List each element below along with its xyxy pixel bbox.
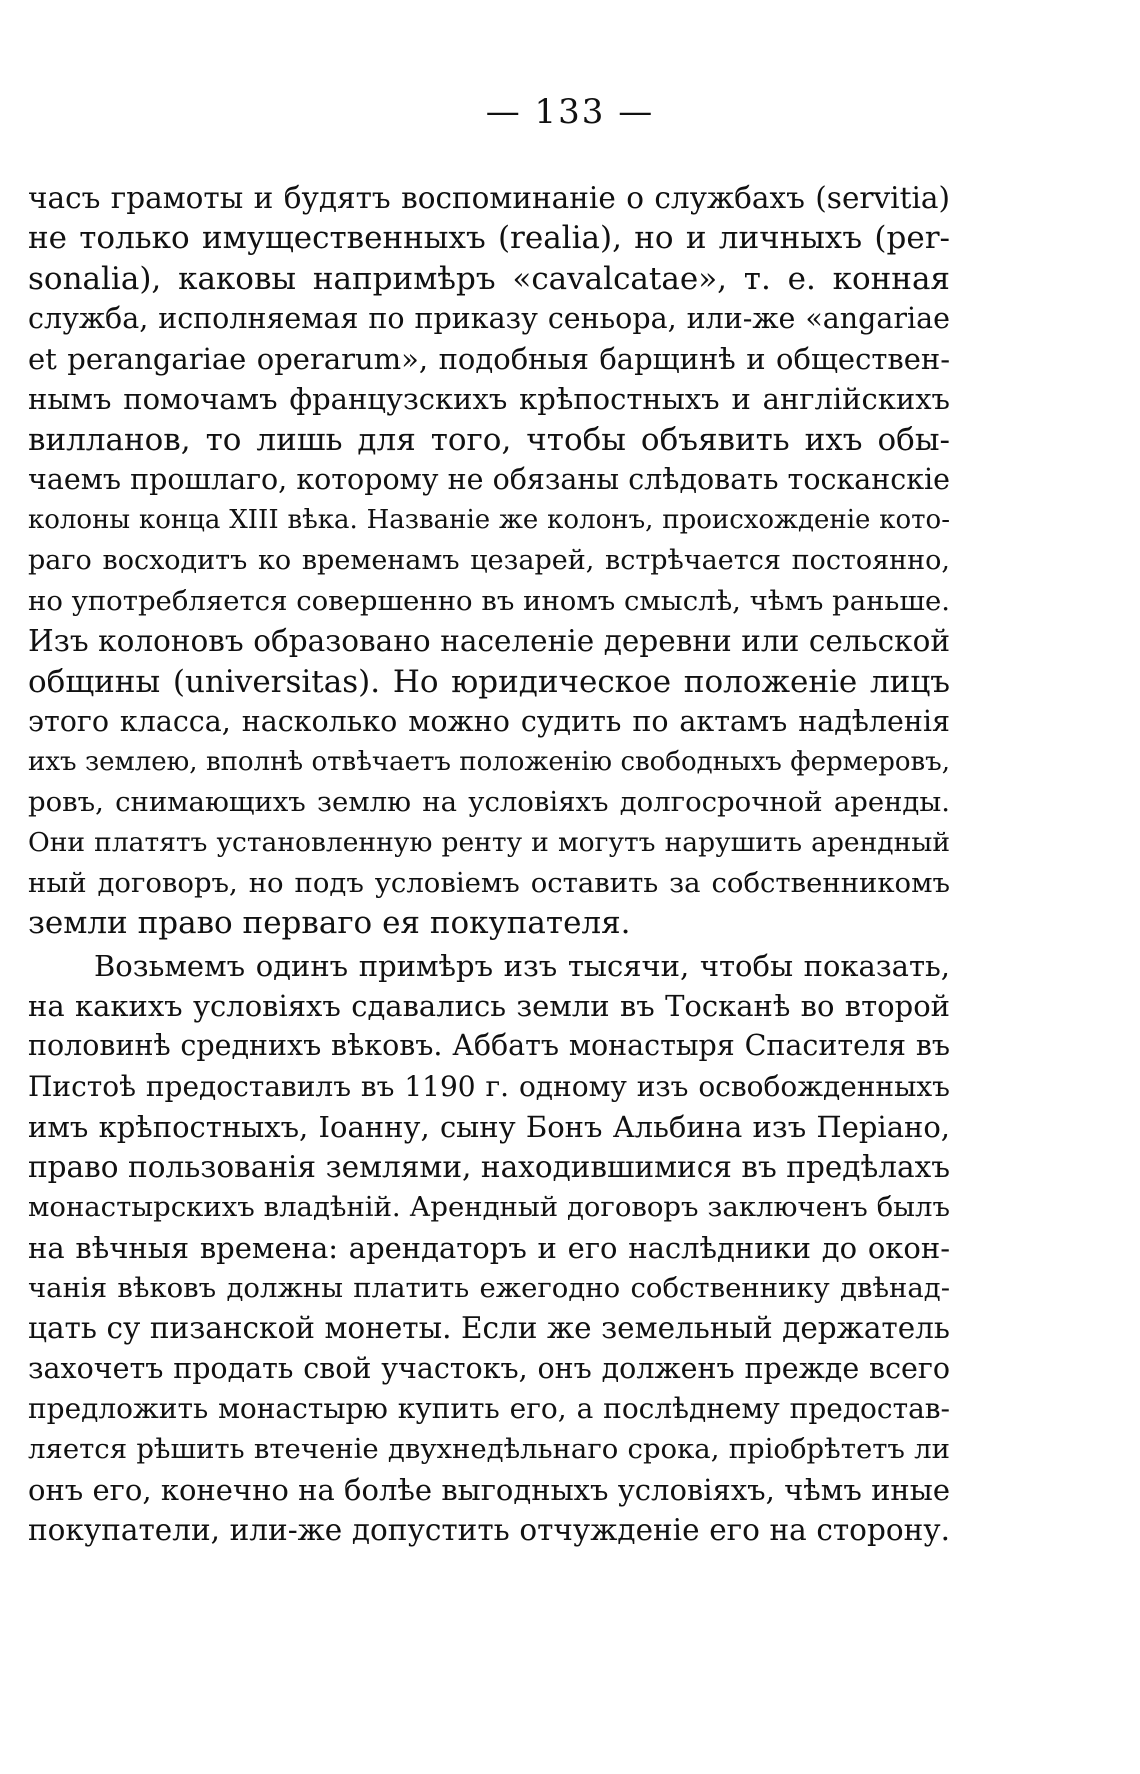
text-line: sonalia), каковы напримѣръ «cavalcatae», т. е. конная [28,260,950,297]
text-line: половинѣ среднихъ вѣковъ. Аббатъ монастыря Спасителя въ [28,1029,950,1063]
paragraph-2 [28,946,950,1550]
text-line: захочетъ продать свой участокъ, онъ долженъ прежде всего [28,1351,950,1385]
text-line: Пистоѣ предоставилъ въ 1190 г. одному изъ освобожденныхъ [28,1069,950,1103]
text-line: цать су пизанской монеты. Если же земельный держатель [28,1311,950,1346]
text-line: чаемъ прошлаго, которому не обязаны слѣдовать тосканскіе [28,463,950,497]
body-text [28,178,950,1550]
text-line: земли право перваго ея покупателя. [28,905,631,942]
text-line: колоны конца XIII вѣка. Названіе же колонъ, происхожденіе кото- [28,505,950,536]
text-line: право пользованія землями, находившимися въ предѣлахъ [28,1150,950,1185]
text-line: Изъ колоновъ образовано населеніе деревни или сельской [28,624,950,659]
text-line: Возьмемъ одинъ примѣръ изъ тысячи, чтобы показать, [94,948,950,983]
text-line: вилланов, то лишь для того, чтобы объявить ихъ обы- [28,421,950,458]
page-number: — 133 — [485,92,655,132]
text-line: ровъ, снимающихъ землю на условіяхъ долгосрочной аренды. [28,786,950,819]
text-line: общины (universitas). Но юридическое положеніе лицъ [28,663,950,700]
text-line: не только имущественныхъ (realia), но и личныхъ (per- [28,220,950,257]
text-line: Они платятъ установленную ренту и могутъ нарушить арендный [28,826,950,858]
text-line: этого класса, насколько можно судить по актамъ надѣленія [28,704,950,738]
text-line: онъ его, конечно на болѣе выгодныхъ условіяхъ, чѣмъ иные [28,1472,950,1507]
text-line: покупатели, или-же допустить отчужденіе его на сторону. [28,1512,950,1547]
text-line: предложить монастырю купить его, а послѣднему предостав- [28,1391,950,1425]
text-line: ный договоръ, но подъ условіемъ оставить за собственникомъ [28,867,950,900]
text-line: но употребляется совершенно въ иномъ смыслѣ, чѣмъ раньше. [28,584,950,617]
text-line: et perangariae operarum», подобныя барщинѣ и обществен- [28,342,950,377]
text-line: на вѣчныя времена: арендаторъ и его наслѣдники до окон- [28,1230,950,1265]
text-line: имъ крѣпостныхъ, Іоанну, сыну Бонъ Альбина изъ Періано, [28,1109,950,1144]
paragraph-1 [28,178,950,944]
text-line: нымъ помочамъ французскихъ крѣпостныхъ и англійскихъ [28,382,950,417]
text-line: монастырскихъ владѣній. Арендный договоръ заключенъ былъ [28,1191,950,1224]
text-line: ляется рѣшить втеченіе двухнедѣльнаго срока, пріобрѣтетъ ли [28,1433,950,1466]
text-line: служба, исполняемая по приказу сеньора, или-же «angariae [28,301,950,335]
text-line: на какихъ условіяхъ сдавались земли въ Тосканѣ во второй [28,988,950,1023]
text-line: часъ грамоты и будятъ воспоминаніе о службахъ (servitia) [28,181,950,215]
text-line: раго восходитъ ко временамъ цезарей, встрѣчается постоянно, [28,544,950,576]
text-line: чанія вѣковъ должны платить ежегодно собственнику двѣнад- [28,1272,950,1305]
text-line: ихъ землею, вполнѣ отвѣчаетъ положенію свободныхъ фермеровъ, [28,747,950,778]
